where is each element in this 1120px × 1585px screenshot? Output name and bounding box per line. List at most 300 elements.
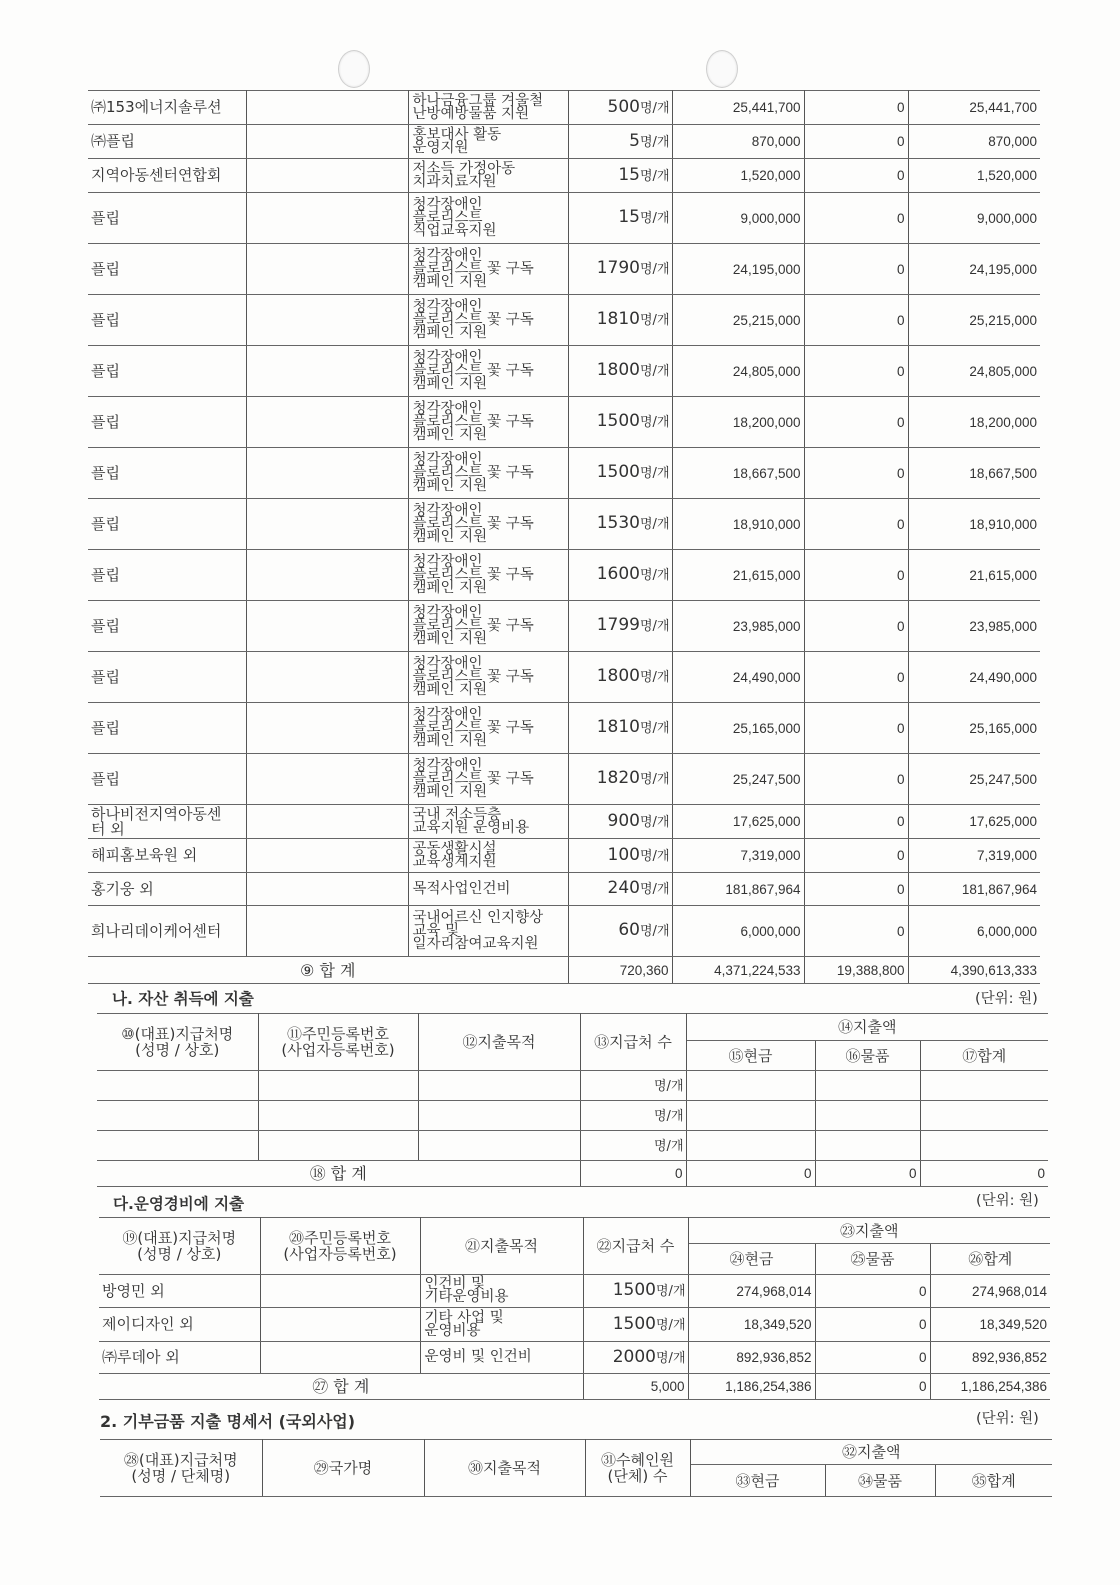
purpose-cell: 청각장애인 플로리스트 꽃 구독 캠페인 지원 xyxy=(408,244,568,295)
count-value: 2000 xyxy=(612,1346,656,1367)
payee-name-cell: ㈜플립 xyxy=(88,125,246,159)
total-label: ㉗ 합 계 xyxy=(99,1374,583,1400)
purpose-cell: 홍보대사 활동 운영지원 xyxy=(408,125,568,159)
payee-name-cell: 방영민 외 xyxy=(99,1275,260,1308)
total-cash: 0 xyxy=(686,1161,815,1187)
table-row xyxy=(88,754,1040,805)
goods-cell: 0 xyxy=(815,1308,930,1342)
count-unit: 명/개 xyxy=(654,1138,684,1154)
total-goods: 19,388,800 xyxy=(804,957,908,984)
purpose-cell: 청각장애인 플로리스트 꽃 구독 캠페인 지원 xyxy=(408,601,568,652)
count-value: 1500 xyxy=(596,462,640,482)
cash-cell: 9,000,000 xyxy=(672,193,804,244)
cash-cell xyxy=(686,1071,815,1101)
table-row xyxy=(88,873,1040,906)
table-row xyxy=(88,295,1040,346)
registration-cell xyxy=(246,550,408,601)
payee-name-cell xyxy=(97,1071,258,1101)
table-row xyxy=(88,550,1040,601)
goods-cell: 0 xyxy=(804,159,908,193)
expenditure-table-domestic-business xyxy=(88,90,1040,984)
registration-cell xyxy=(260,1275,420,1308)
payee-count-cell xyxy=(568,652,672,703)
count-value: 60 xyxy=(618,920,640,940)
payee-name-cell: 플립 xyxy=(88,244,246,295)
payee-count-cell xyxy=(568,244,672,295)
count-value: 15 xyxy=(618,207,640,227)
total-cell: 1,520,000 xyxy=(908,159,1040,193)
total-goods: 0 xyxy=(815,1374,930,1400)
goods-cell xyxy=(815,1071,920,1101)
goods-cell: 0 xyxy=(804,839,908,873)
count-unit: 명/개 xyxy=(640,313,670,328)
payee-count-cell xyxy=(568,906,672,957)
payee-count-cell xyxy=(568,499,672,550)
table-row xyxy=(88,244,1040,295)
punch-hole-right xyxy=(706,50,738,88)
table-row xyxy=(88,703,1040,754)
header-total: ⑰합계 xyxy=(920,1041,1048,1071)
total-count: 720,360 xyxy=(568,957,672,984)
purpose-cell: 목적사업인건비 xyxy=(408,873,568,906)
payee-name-cell xyxy=(97,1131,258,1161)
payee-count-cell xyxy=(568,839,672,873)
count-value: 1799 xyxy=(596,615,640,635)
cash-cell: 181,867,964 xyxy=(672,873,804,906)
total-cell: 25,247,500 xyxy=(908,754,1040,805)
count-unit: 명/개 xyxy=(656,1317,686,1333)
section-title-asset-acquisition: 나. 자산 취득에 지출 xyxy=(112,990,254,1008)
purpose-cell: 청각장애인 플로리스트 꽃 구독 캠페인 지원 xyxy=(408,295,568,346)
registration-cell xyxy=(246,193,408,244)
goods-cell: 0 xyxy=(804,448,908,499)
count-value: 1800 xyxy=(596,360,640,380)
payee-count-cell xyxy=(583,1275,688,1308)
total-row xyxy=(97,1161,1048,1187)
header-expenditure-amount: ⑭지출액 xyxy=(686,1014,1048,1041)
payee-name-cell: 홍기웅 외 xyxy=(88,873,246,906)
header-purpose: ⑫지출목적 xyxy=(418,1014,580,1071)
total-row xyxy=(99,1374,1050,1400)
total-cell: 870,000 xyxy=(908,125,1040,159)
registration-cell xyxy=(246,397,408,448)
registration-cell xyxy=(246,244,408,295)
total-cell: 24,490,000 xyxy=(908,652,1040,703)
count-unit: 명/개 xyxy=(640,619,670,634)
goods-cell: 0 xyxy=(804,601,908,652)
punch-hole-left xyxy=(338,50,370,88)
payee-count-cell xyxy=(580,1071,686,1101)
count-unit: 명/개 xyxy=(640,466,670,481)
purpose-cell: 청각장애인 플로리스트 꽃 구독 캠페인 지원 xyxy=(408,397,568,448)
registration-cell xyxy=(246,906,408,957)
count-value: 1500 xyxy=(612,1280,656,1300)
header-goods: ㉞물품 xyxy=(825,1465,935,1497)
header-goods: ⑯물품 xyxy=(815,1041,920,1071)
table-row xyxy=(88,601,1040,652)
header-registration-number: ⑪주민등록번호 (사업자등록번호) xyxy=(258,1014,418,1071)
registration-cell xyxy=(246,295,408,346)
goods-cell: 0 xyxy=(804,873,908,906)
total-row xyxy=(88,957,1040,984)
registration-cell xyxy=(246,703,408,754)
cash-cell: 24,490,000 xyxy=(672,652,804,703)
count-value: 100 xyxy=(607,844,640,865)
header-payee-name: ㉘(대표)지급처명 (성명 / 단체명) xyxy=(100,1440,262,1497)
payee-name-cell: 플립 xyxy=(88,754,246,805)
table-row xyxy=(99,1308,1050,1342)
cash-cell: 21,615,000 xyxy=(672,550,804,601)
cash-cell: 25,247,500 xyxy=(672,754,804,805)
table-row xyxy=(88,346,1040,397)
total-cell: 892,936,852 xyxy=(930,1342,1050,1374)
cash-cell: 18,200,000 xyxy=(672,397,804,448)
goods-cell xyxy=(815,1131,920,1161)
purpose-cell: 운영비 및 인건비 xyxy=(420,1342,583,1374)
goods-cell: 0 xyxy=(815,1342,930,1374)
header-registration-number: ⑳주민등록번호 (사업자등록번호) xyxy=(260,1218,420,1275)
table-row xyxy=(88,652,1040,703)
header-purpose: ㉑지출목적 xyxy=(420,1218,583,1275)
payee-name-cell: 하나비전지역아동센 터 외 xyxy=(88,805,246,839)
header-cash: ⑮현금 xyxy=(686,1041,815,1071)
count-value: 900 xyxy=(607,810,640,831)
count-value: 1530 xyxy=(596,513,640,533)
cash-cell: 24,805,000 xyxy=(672,346,804,397)
count-value: 500 xyxy=(607,96,640,117)
purpose-cell: 청각장애인 플로리스트 직업교육지원 xyxy=(408,193,568,244)
purpose-cell: 청각장애인 플로리스트 꽃 구독 캠페인 지원 xyxy=(408,499,568,550)
purpose-cell xyxy=(418,1131,580,1161)
payee-count-cell xyxy=(583,1342,688,1374)
count-unit: 명/개 xyxy=(640,772,670,787)
payee-name-cell xyxy=(97,1101,258,1131)
table-row xyxy=(88,448,1040,499)
table-row xyxy=(88,499,1040,550)
total-cell: 18,910,000 xyxy=(908,499,1040,550)
goods-cell: 0 xyxy=(804,346,908,397)
unit-label: (단위: 원) xyxy=(976,1411,1039,1427)
total-cell: 23,985,000 xyxy=(908,601,1040,652)
purpose-cell xyxy=(418,1071,580,1101)
payee-name-cell: 플립 xyxy=(88,397,246,448)
cash-cell xyxy=(686,1131,815,1161)
payee-name-cell: 플립 xyxy=(88,550,246,601)
cash-cell: 17,625,000 xyxy=(672,805,804,839)
payee-name-cell: 제이디자인 외 xyxy=(99,1308,260,1342)
registration-cell xyxy=(258,1131,418,1161)
header-payee-count: ⑬지급처 수 xyxy=(580,1014,686,1071)
count-unit: 명/개 xyxy=(640,721,670,736)
registration-cell xyxy=(246,601,408,652)
registration-cell xyxy=(258,1071,418,1101)
cash-cell: 892,936,852 xyxy=(688,1342,815,1374)
count-unit: 명/개 xyxy=(656,1350,686,1366)
purpose-cell: 저소득 가정아동 치과치료지원 xyxy=(408,159,568,193)
expenditure-table-operating-expenses xyxy=(99,1217,1050,1400)
payee-name-cell: 플립 xyxy=(88,652,246,703)
payee-name-cell: 플립 xyxy=(88,193,246,244)
total-label: ⑱ 합 계 xyxy=(97,1161,580,1187)
header-cash: ㉔현금 xyxy=(688,1244,815,1275)
registration-cell xyxy=(260,1308,420,1342)
count-unit: 명/개 xyxy=(654,1108,684,1124)
cash-cell: 25,215,000 xyxy=(672,295,804,346)
total-cell: 24,805,000 xyxy=(908,346,1040,397)
registration-cell xyxy=(246,754,408,805)
goods-cell: 0 xyxy=(804,906,908,957)
count-unit: 명/개 xyxy=(654,1078,684,1094)
header-expenditure-amount: ㉜지출액 xyxy=(690,1440,1052,1465)
unit-label: (단위: 원) xyxy=(976,1193,1039,1209)
header-country: ㉙국가명 xyxy=(262,1440,424,1497)
total-cell: 25,441,700 xyxy=(908,91,1040,125)
total-cell xyxy=(920,1131,1048,1161)
total-goods: 0 xyxy=(815,1161,920,1187)
total-cell: 21,615,000 xyxy=(908,550,1040,601)
table-row xyxy=(99,1275,1050,1308)
registration-cell xyxy=(246,839,408,873)
count-value: 1820 xyxy=(596,768,640,788)
cash-cell: 18,910,000 xyxy=(672,499,804,550)
total-cell: 181,867,964 xyxy=(908,873,1040,906)
table-row xyxy=(97,1071,1048,1101)
count-unit: 명/개 xyxy=(640,517,670,532)
payee-name-cell: 플립 xyxy=(88,295,246,346)
purpose-cell: 청각장애인 플로리스트 꽃 구독 캠페인 지원 xyxy=(408,652,568,703)
table-row xyxy=(88,91,1040,125)
payee-count-cell xyxy=(568,448,672,499)
header-total: ㉟합계 xyxy=(935,1465,1052,1497)
cash-cell: 1,520,000 xyxy=(672,159,804,193)
cash-cell: 18,667,500 xyxy=(672,448,804,499)
total-cell: 6,000,000 xyxy=(908,906,1040,957)
count-unit: 명/개 xyxy=(640,262,670,277)
purpose-cell: 청각장애인 플로리스트 꽃 구독 캠페인 지원 xyxy=(408,550,568,601)
table-row xyxy=(88,906,1040,957)
registration-cell xyxy=(246,91,408,125)
count-value: 240 xyxy=(607,878,640,898)
count-unit: 명/개 xyxy=(640,670,670,685)
cash-cell: 6,000,000 xyxy=(672,906,804,957)
goods-cell: 0 xyxy=(804,805,908,839)
cash-cell: 7,319,000 xyxy=(672,839,804,873)
cash-cell: 18,349,520 xyxy=(688,1308,815,1342)
registration-cell xyxy=(246,873,408,906)
total-cell: 25,165,000 xyxy=(908,703,1040,754)
count-unit: 명/개 xyxy=(640,568,670,583)
total-count: 5,000 xyxy=(583,1374,688,1400)
payee-name-cell: 플립 xyxy=(88,499,246,550)
count-value: 1810 xyxy=(596,309,640,329)
total-count: 0 xyxy=(580,1161,686,1187)
count-unit: 명/개 xyxy=(640,100,670,116)
payee-count-cell xyxy=(568,295,672,346)
cash-cell: 870,000 xyxy=(672,125,804,159)
goods-cell: 0 xyxy=(804,499,908,550)
cash-cell xyxy=(686,1101,815,1131)
count-unit: 명/개 xyxy=(656,1284,686,1299)
goods-cell: 0 xyxy=(804,244,908,295)
goods-cell: 0 xyxy=(804,125,908,159)
cash-cell: 25,165,000 xyxy=(672,703,804,754)
registration-cell xyxy=(246,805,408,839)
table-row xyxy=(88,397,1040,448)
cash-cell: 25,441,700 xyxy=(672,91,804,125)
goods-cell: 0 xyxy=(804,91,908,125)
total-cell: 18,200,000 xyxy=(908,397,1040,448)
payee-count-cell xyxy=(568,873,672,906)
goods-cell: 0 xyxy=(815,1275,930,1308)
count-value: 15 xyxy=(618,164,640,185)
payee-name-cell: 플립 xyxy=(88,703,246,754)
count-unit: 명/개 xyxy=(640,415,670,430)
payee-name-cell: 플립 xyxy=(88,601,246,652)
payee-name-cell: 희나리데이케어센터 xyxy=(88,906,246,957)
total-cell: 18,349,520 xyxy=(930,1308,1050,1342)
payee-count-cell xyxy=(568,805,672,839)
total-cell: 274,968,014 xyxy=(930,1275,1050,1308)
cash-cell: 24,195,000 xyxy=(672,244,804,295)
header-total: ㉖합계 xyxy=(930,1244,1050,1275)
registration-cell xyxy=(260,1342,420,1374)
table-row xyxy=(88,159,1040,193)
purpose-cell: 청각장애인 플로리스트 꽃 구독 캠페인 지원 xyxy=(408,346,568,397)
count-value: 1500 xyxy=(612,1313,656,1334)
table-row xyxy=(97,1131,1048,1161)
purpose-cell: 공동생활시설 교육생계지원 xyxy=(408,839,568,873)
count-value: 5 xyxy=(629,130,640,151)
total-cell xyxy=(920,1071,1048,1101)
payee-count-cell xyxy=(568,193,672,244)
payee-name-cell: 지역아동센터연합회 xyxy=(88,159,246,193)
total-cell: 7,319,000 xyxy=(908,839,1040,873)
count-unit: 명/개 xyxy=(640,211,670,226)
total-cash: 1,186,254,386 xyxy=(688,1374,815,1400)
total-cash: 4,371,224,533 xyxy=(672,957,804,984)
total-cell: 24,195,000 xyxy=(908,244,1040,295)
purpose-cell: 인건비 및 기타운영비용 xyxy=(420,1275,583,1308)
goods-cell: 0 xyxy=(804,550,908,601)
section-title-operating-expenses: 다.운영경비에 지출 xyxy=(113,1195,245,1213)
payee-name-cell: 해피홈보육원 외 xyxy=(88,839,246,873)
count-unit: 명/개 xyxy=(640,168,670,184)
payee-name-cell: ㈜153에너지솔루션 xyxy=(88,91,246,125)
count-value: 1500 xyxy=(596,411,640,431)
goods-cell: 0 xyxy=(804,193,908,244)
total-cell xyxy=(920,1101,1048,1131)
total-cell: 9,000,000 xyxy=(908,193,1040,244)
purpose-cell: 하나금융그룹 겨울철 난방예방물품 지원 xyxy=(408,91,568,125)
header-payee-count: ㉒지급처 수 xyxy=(583,1218,688,1275)
header-payee-name: ⑩(대표)지급처명 (성명 / 상호) xyxy=(97,1014,258,1071)
payee-count-cell xyxy=(568,346,672,397)
purpose-cell: 청각장애인 플로리스트 꽃 구독 캠페인 지원 xyxy=(408,754,568,805)
total-sum: 4,390,613,333 xyxy=(908,957,1040,984)
header-expenditure-amount: ㉓지출액 xyxy=(688,1218,1050,1244)
payee-count-cell xyxy=(568,397,672,448)
count-unit: 명/개 xyxy=(640,882,670,897)
payee-count-cell xyxy=(568,91,672,125)
expenditure-table-overseas xyxy=(100,1439,1052,1497)
payee-count-cell xyxy=(568,601,672,652)
total-sum: 1,186,254,386 xyxy=(930,1374,1050,1400)
purpose-cell: 청각장애인 플로리스트 꽃 구독 캠페인 지원 xyxy=(408,703,568,754)
goods-cell: 0 xyxy=(804,754,908,805)
header-purpose: ㉚지출목적 xyxy=(424,1440,585,1497)
table-row xyxy=(88,193,1040,244)
registration-cell xyxy=(246,159,408,193)
purpose-cell xyxy=(418,1101,580,1131)
payee-count-cell xyxy=(568,125,672,159)
payee-name-cell: ㈜루데아 외 xyxy=(99,1342,260,1374)
total-label: ⑨ 합 계 xyxy=(88,957,568,984)
header-goods: ㉕물품 xyxy=(815,1244,930,1275)
table-row xyxy=(97,1101,1048,1131)
table-row xyxy=(88,125,1040,159)
goods-cell: 0 xyxy=(804,652,908,703)
total-cell: 25,215,000 xyxy=(908,295,1040,346)
cash-cell: 274,968,014 xyxy=(688,1275,815,1308)
registration-cell xyxy=(246,346,408,397)
cash-cell: 23,985,000 xyxy=(672,601,804,652)
count-value: 1810 xyxy=(596,717,640,737)
registration-cell xyxy=(246,499,408,550)
purpose-cell: 청각장애인 플로리스트 꽃 구독 캠페인 지원 xyxy=(408,448,568,499)
table-row xyxy=(88,839,1040,873)
goods-cell: 0 xyxy=(804,703,908,754)
purpose-cell: 기타 사업 및 운영비용 xyxy=(420,1308,583,1342)
count-value: 1790 xyxy=(596,258,640,278)
payee-name-cell: 플립 xyxy=(88,346,246,397)
section-title-overseas: 2. 기부금품 지출 명세서 (국외사업) xyxy=(100,1412,356,1431)
goods-cell: 0 xyxy=(804,295,908,346)
payee-name-cell: 플립 xyxy=(88,448,246,499)
table-row xyxy=(88,805,1040,839)
payee-count-cell xyxy=(568,703,672,754)
payee-count-cell xyxy=(580,1101,686,1131)
registration-cell xyxy=(246,652,408,703)
payee-count-cell xyxy=(568,754,672,805)
payee-count-cell xyxy=(580,1131,686,1161)
count-unit: 명/개 xyxy=(640,848,670,864)
expenditure-table-asset-acquisition xyxy=(97,1013,1048,1187)
registration-cell xyxy=(258,1101,418,1131)
count-unit: 명/개 xyxy=(640,924,670,939)
count-unit: 명/개 xyxy=(640,134,670,150)
payee-count-cell xyxy=(568,159,672,193)
registration-cell xyxy=(246,448,408,499)
count-value: 1600 xyxy=(596,564,640,584)
table-row xyxy=(99,1342,1050,1374)
total-cell: 17,625,000 xyxy=(908,805,1040,839)
payee-count-cell xyxy=(583,1308,688,1342)
goods-cell xyxy=(815,1101,920,1131)
payee-count-cell xyxy=(568,550,672,601)
count-value: 1800 xyxy=(596,666,640,686)
unit-label: (단위: 원) xyxy=(975,991,1038,1007)
total-sum: 0 xyxy=(920,1161,1048,1187)
registration-cell xyxy=(246,125,408,159)
goods-cell: 0 xyxy=(804,397,908,448)
count-unit: 명/개 xyxy=(640,364,670,379)
count-unit: 명/개 xyxy=(640,814,670,830)
header-payee-name: ⑲(대표)지급처명 (성명 / 상호) xyxy=(99,1218,260,1275)
header-beneficiary-count: ㉛수혜인원 (단체) 수 xyxy=(585,1440,690,1497)
purpose-cell: 국내 저소득층 교육지원 운영비용 xyxy=(408,805,568,839)
purpose-cell: 국내어르신 인지향상 교육 및 일자리참여교육지원 xyxy=(408,906,568,957)
total-cell: 18,667,500 xyxy=(908,448,1040,499)
